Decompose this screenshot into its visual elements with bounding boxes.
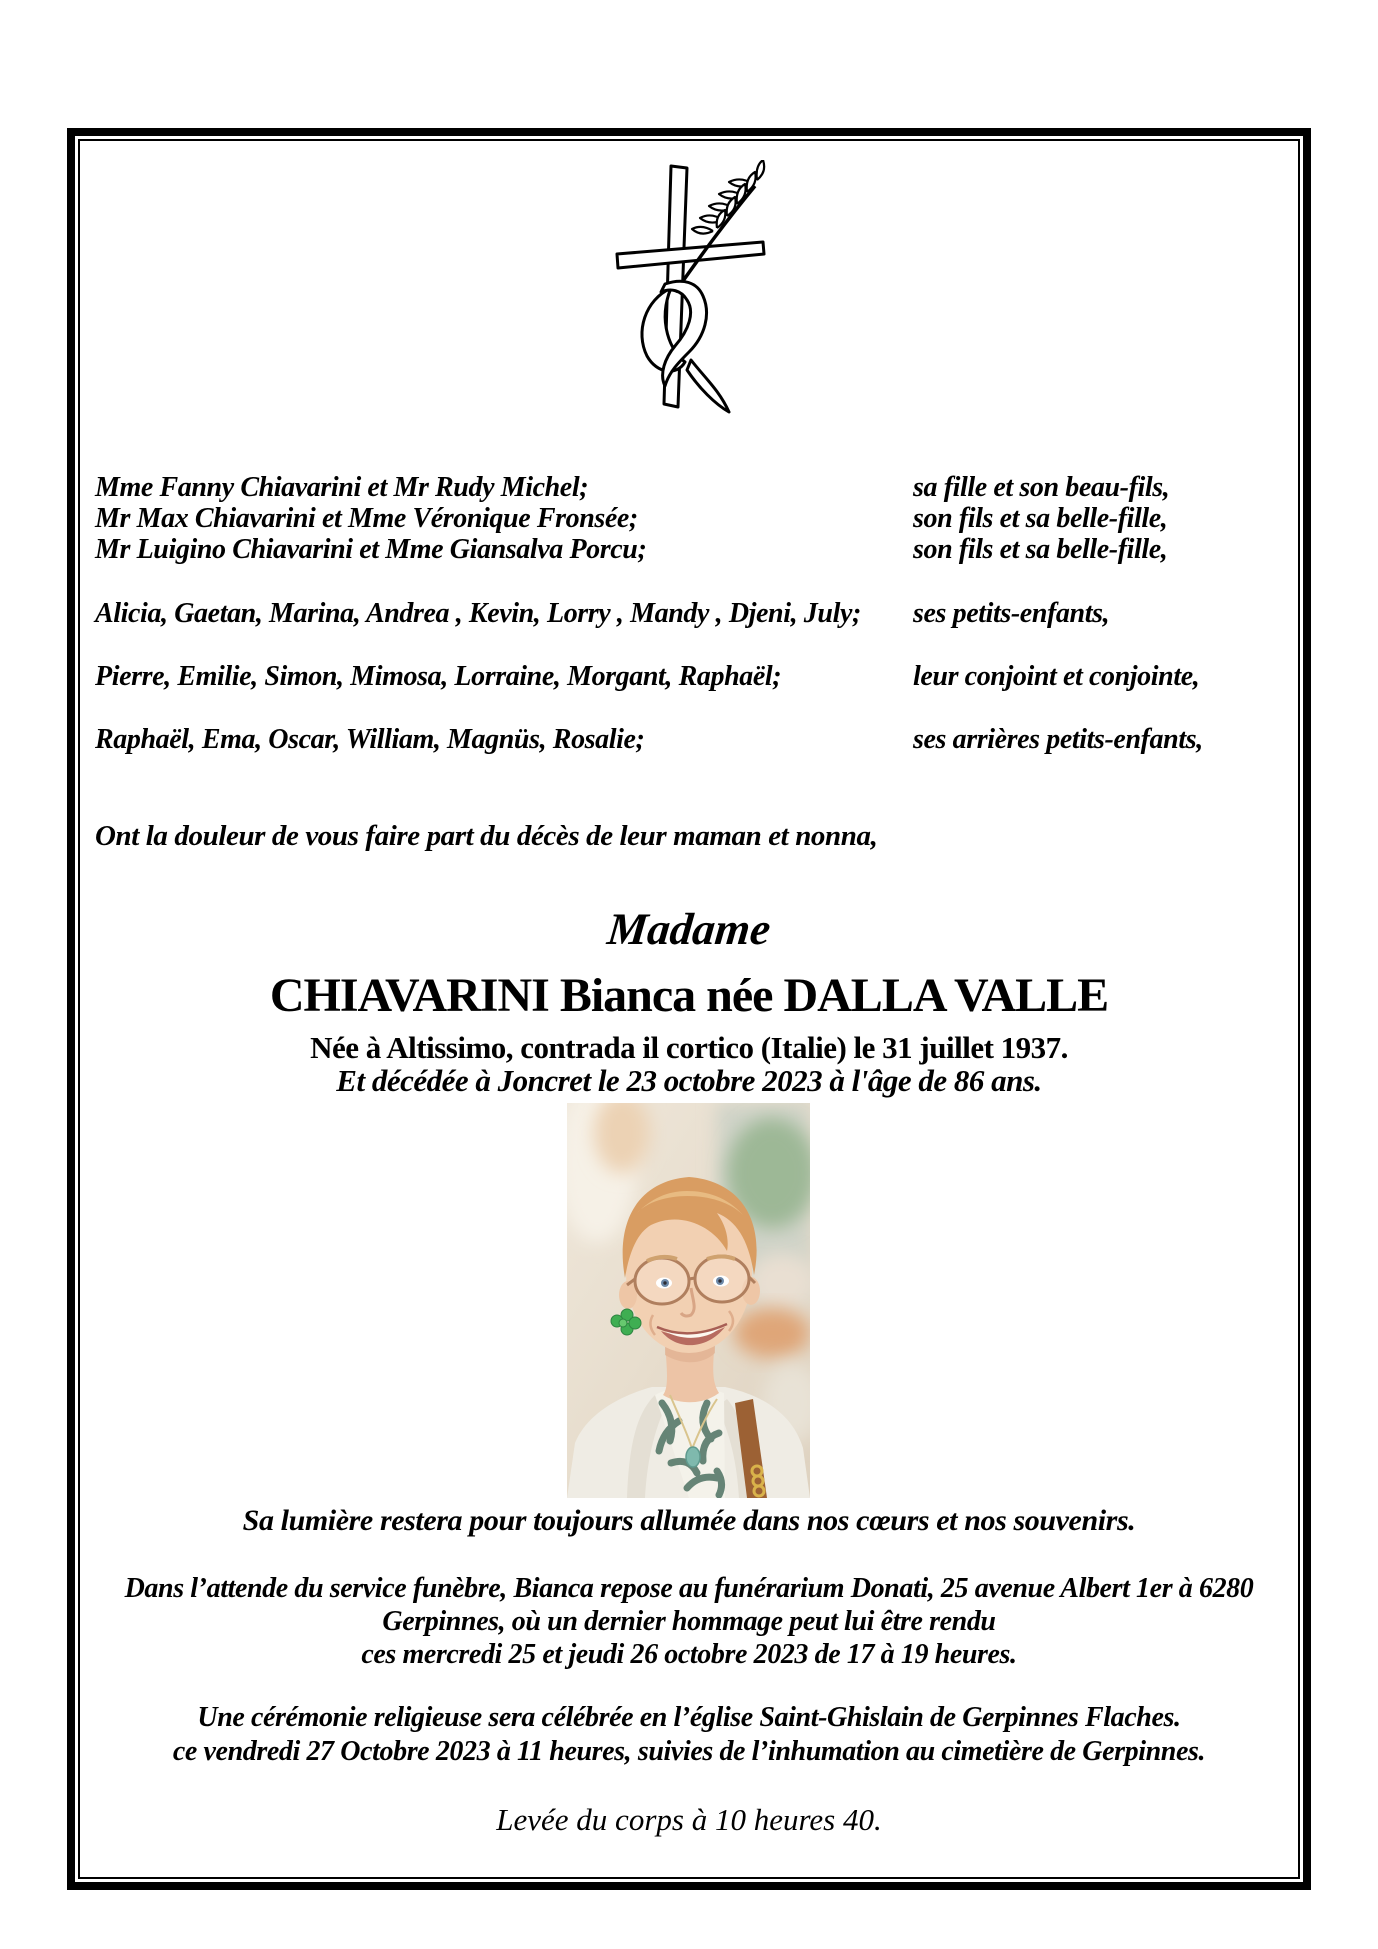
family-relation: ses arrières petits-enfants, [913, 724, 1203, 755]
repose-line-1: Dans l’attende du service funèbre, Bianca repose au funérarium Donati, 25 avenue Albert 1er à 6280 [124, 1573, 1254, 1604]
family-row [0, 503, 1378, 537]
portrait-photo [567, 1103, 810, 1498]
family-names: Mr Luigino Chiavarini et Mme Giansalva Porcu; [95, 534, 647, 565]
family-row [0, 724, 1378, 758]
deceased-title: Madame [605, 904, 773, 954]
ceremony-line-2: ce vendredi 27 Octobre 2023 à 11 heures, suivies de l’inhumation au cimetière de Gerpinnes. [172, 1736, 1206, 1767]
birth-line: Née à Altissimo, contrada il cortico (Italie) le 31 juillet 1937. [310, 1030, 1068, 1065]
repose-line-2: Gerpinnes, où un dernier hommage peut lui être rendu [382, 1606, 996, 1637]
family-names: Pierre, Emilie, Simon, Mimosa, Lorraine, Morgant, Raphaël; [95, 661, 782, 692]
family-relation: sa fille et son beau-fils, [913, 472, 1170, 503]
repose-paragraph [0, 1572, 1378, 1671]
family-names: Mme Fanny Chiavarini et Mr Rudy Michel; [95, 472, 589, 503]
family-relation: son fils et sa belle-fille, [913, 534, 1168, 565]
ceremony-line-1: Une cérémonie religieuse sera célébrée en l’église Saint-Ghislain de Gerpinnes Flaches. [197, 1702, 1181, 1733]
family-row [0, 534, 1378, 568]
family-row [0, 472, 1378, 506]
closing-line: Levée du corps à 10 heures 40. [496, 1802, 882, 1837]
family-relation: son fils et sa belle-fille, [913, 503, 1168, 534]
family-names: Mr Max Chiavarini et Mme Véronique Fronsée; [95, 503, 638, 534]
family-row [0, 598, 1378, 632]
ceremony-paragraph [0, 1701, 1378, 1769]
family-row [0, 661, 1378, 695]
announcement-line: Ont la douleur de vous faire part du décès de leur maman et nonna, [95, 820, 878, 852]
family-relation: ses petits-enfants, [913, 598, 1110, 629]
family-relation: leur conjoint et conjointe, [913, 661, 1200, 692]
cross-with-wheat-icon [605, 160, 775, 415]
deceased-name: CHIAVARINI Bianca née DALLA VALLE [269, 969, 1109, 1022]
death-line: Et décédée à Joncret le 23 octobre 2023 à l'âge de 86 ans. [336, 1063, 1042, 1098]
tribute-line: Sa lumière restera pour toujours allumée dans nos cœurs et nos souvenirs. [242, 1504, 1136, 1537]
family-names: Alicia, Gaetan, Marina, Andrea , Kevin, Lorry , Mandy , Djeni, July; [95, 598, 861, 629]
family-names: Raphaël, Ema, Oscar, William, Magnüs, Rosalie; [95, 724, 645, 755]
repose-line-3: ces mercredi 25 et jeudi 26 octobre 2023 de 17 à 19 heures. [361, 1639, 1017, 1670]
